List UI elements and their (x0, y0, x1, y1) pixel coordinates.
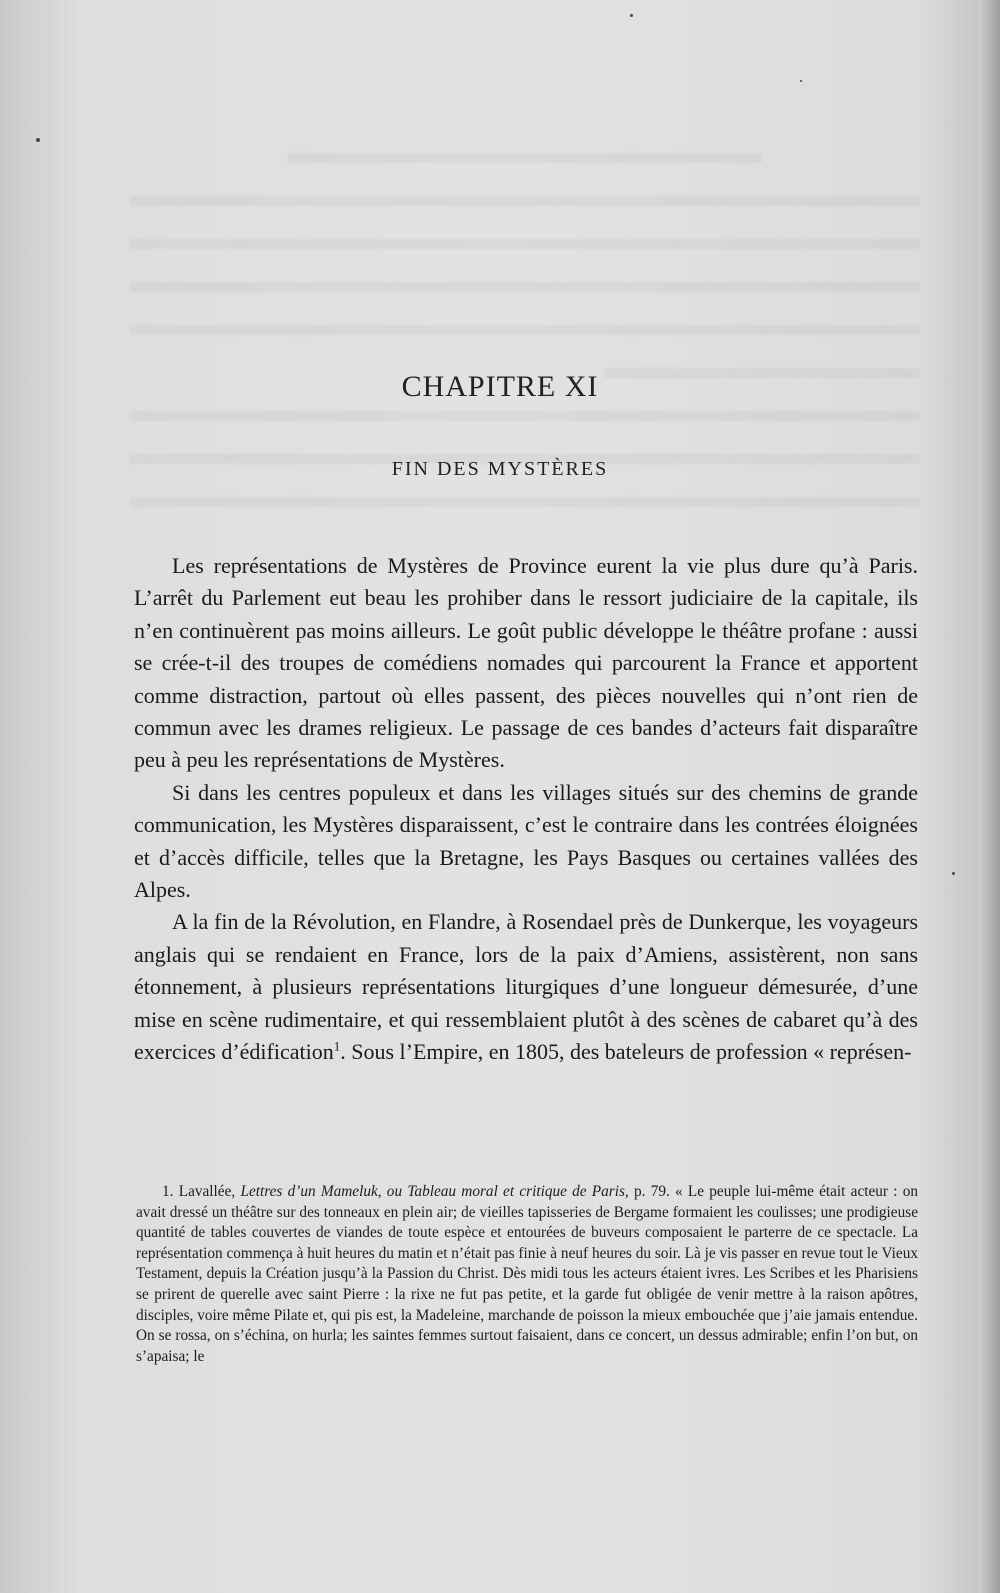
footnote-author: Lavallée, (178, 1183, 236, 1200)
paragraph (134, 906, 918, 1068)
footnote-work-title: Lettres d’un Mameluk, ou Tableau moral et critique de Paris, (240, 1183, 629, 1200)
dust-speck (952, 872, 955, 875)
footnotes (136, 1182, 918, 1367)
dust-speck (630, 14, 633, 17)
paragraph-text: A la fin de la Révolution, en Flandre, à Rosendael près de Dunkerque, les voyageurs anglais qui se rendaient en France, lors de la paix d’Amiens, assistèrent, non sans étonnement, à plusieurs représentations liturgiques d’une longueur démesurée, d’une mise en scène rudimentaire, et qui ressemblaient plutôt à des scènes de cabaret qu’à des exercices d’édification (134, 909, 918, 1065)
footnote-reference: 1 (333, 1038, 341, 1054)
paragraph: Si dans les centres populeux et dans les villages situés sur des chemins de grande communication, les Mystères disparaissent, c’est le contraire dans les contrées éloignées et d’accès difficile, telles que la Bretagne, les Pays Basques ou certaines vallées des Alpes. (134, 779, 918, 903)
dust-speck (36, 138, 40, 142)
paragraph-text-continued: . Sous l’Empire, en 1805, des bateleurs de profession « représen- (340, 1039, 912, 1065)
chapter-title: CHAPITRE XI (401, 370, 599, 403)
paragraph: Les représentations de Mystères de Province eurent la vie plus dure qu’à Paris. L’arrêt du Parlement eut beau les prohiber dans le ressort judiciaire de la capitale, ils n’en continuèrent pas moins ailleurs. Le goût public développe le théâtre profane : aussi se crée-t-il des troupes de comédiens nomades qui parcourent la France et apportent comme distraction, partout où elles passent, des pièces nouvelles qui n’ont rien de commun avec les drames religieux. Le passage de ces bandes d’acteurs fait disparaître peu à peu les représentations de Mystères. (134, 553, 918, 773)
chapter-subtitle: FIN DES MYSTÈRES (391, 458, 609, 480)
page-edge-shadow (978, 0, 1000, 1593)
footnote (136, 1182, 918, 1367)
main-text (134, 550, 918, 1069)
footnote-text: p. 79. « Le peuple lui-même était acteur : on avait dressé un théâtre sur des tonneaux en plein air; de vieilles tapisseries de Bergame formaient les coulisses; une prodigieuse quantité de tables couvertes de viandes de toute espèce et entourées de buveurs composaient le parterre de ce spectacle. La représentation commença à huit heures du matin et n’était pas finie à neuf heures du soir. Là je vis passer en revue tout le Vieux Testament, depuis la Création jusqu’à la Passion du Christ. Dès midi tous les acteurs étaient ivres. Les Scribes et les Pharisiens se prirent de querelle avec saint Pierre : la rixe ne fut pas petite, et la garde fut obligée de venir mettre à la raison apôtres, disciples, voire même Pilate et, qui pis est, la Madeleine, marchande de poisson la mieux embouchée que j’aie jamais entendue. On se rossa, on s’échina, on hurla; les saintes femmes surtout faisaient, dans ce concert, un dessus admirable; enfin l’on but, on s’apaisa; le (136, 1183, 919, 1365)
footnote-number: 1. (162, 1183, 174, 1200)
dust-speck (800, 80, 802, 82)
